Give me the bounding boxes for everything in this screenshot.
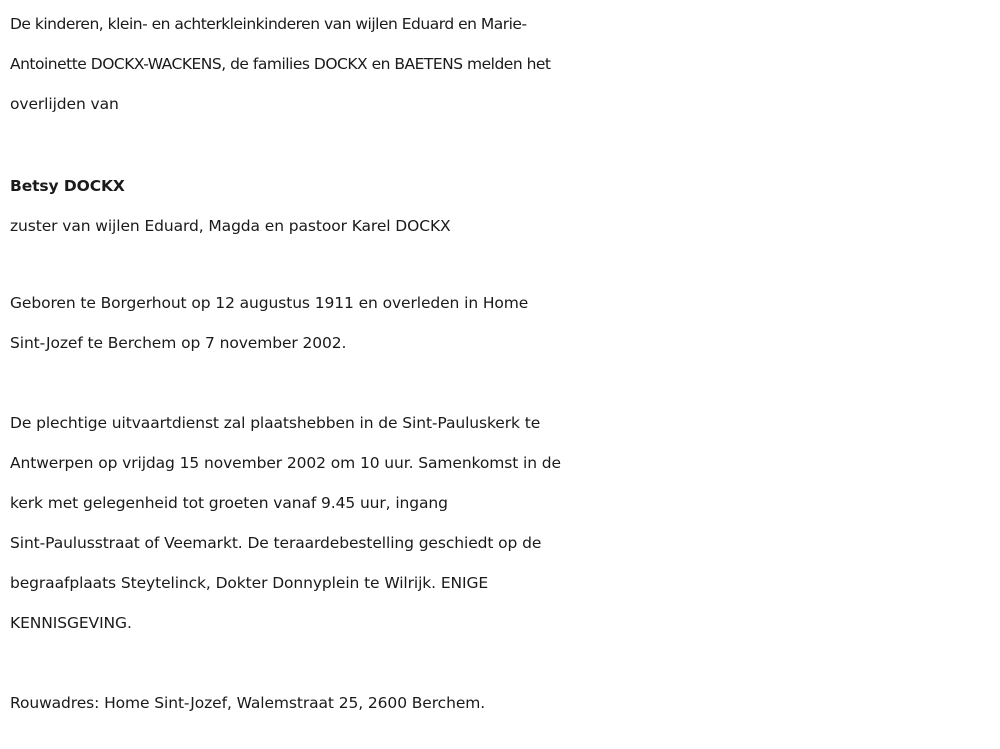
mourning-address: Rouwadres: Home Sint-Jozef, Walemstraat 25, 2600 Berchem. xyxy=(10,694,486,712)
birth-death-line: Geboren te Borgerhout op 12 augustus 1911 en overleden in Home xyxy=(10,294,529,312)
service-line: KENNISGEVING. xyxy=(10,614,132,632)
deceased-name: Betsy DOCKX xyxy=(10,177,125,195)
service-line: kerk met gelegenheid tot groeten vanaf 9.45 uur, ingang xyxy=(10,494,448,512)
relation-line: zuster van wijlen Eduard, Magda en pastoor Karel DOCKX xyxy=(10,217,451,235)
birth-death-paragraph xyxy=(10,283,995,363)
service-paragraph xyxy=(10,403,995,643)
service-line: begraafplaats Steytelinck, Dokter Donnyplein te Wilrijk. ENIGE xyxy=(10,574,489,592)
service-line: Antwerpen op vrijdag 15 november 2002 om 10 uur. Samenkomst in de xyxy=(10,454,561,472)
service-line: Sint-Paulusstraat of Veemarkt. De teraardebestelling geschiedt op de xyxy=(10,534,542,552)
intro-line: De kinderen, klein- en achterkleinkinderen van wijlen Eduard en Marie- xyxy=(10,15,527,33)
intro-line: overlijden van xyxy=(10,95,119,113)
intro-paragraph xyxy=(10,4,995,124)
birth-death-line: Sint-Jozef te Berchem op 7 november 2002. xyxy=(10,334,347,352)
death-notice xyxy=(10,4,995,723)
intro-line: Antoinette DOCKX-WACKENS, de families DOCKX en BAETENS melden het xyxy=(10,55,551,73)
service-line: De plechtige uitvaartdienst zal plaatshebben in de Sint-Pauluskerk te xyxy=(10,414,541,432)
